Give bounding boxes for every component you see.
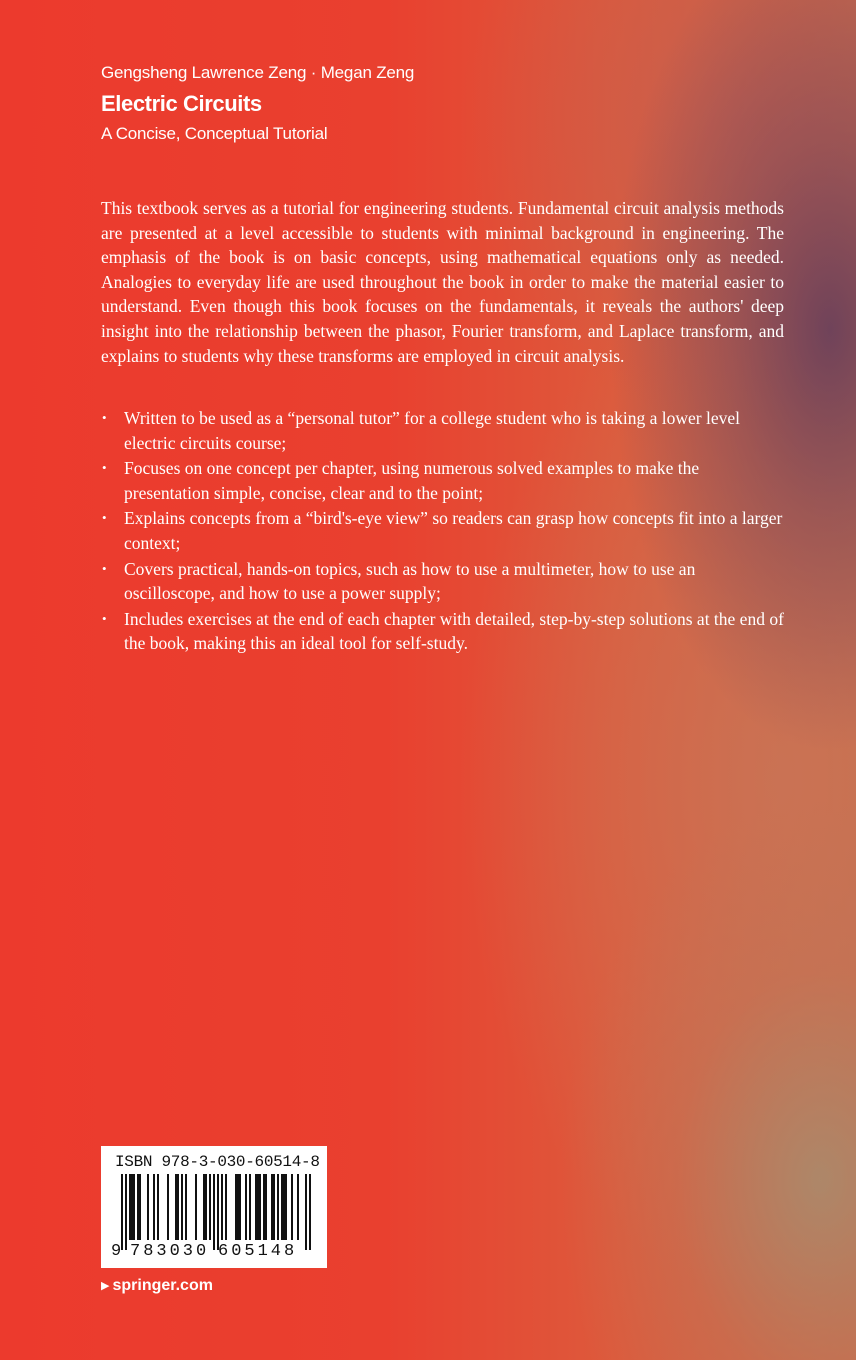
barcode-bar <box>139 1174 141 1240</box>
barcode-bar <box>221 1174 223 1240</box>
barcode-bar <box>131 1174 133 1240</box>
ean-right-digits: 605148 <box>218 1242 298 1261</box>
isbn-barcode <box>101 1146 327 1268</box>
barcode-bar <box>249 1174 251 1240</box>
website-label: springer.com <box>112 1277 213 1294</box>
barcode-bar <box>235 1174 237 1240</box>
barcode-bar <box>137 1174 139 1240</box>
arrow-right-icon: ▶ <box>101 1280 110 1292</box>
barcode-bar <box>291 1174 293 1240</box>
book-subtitle: A Concise, Conceptual Tutorial <box>101 124 328 143</box>
feature-item: • Focuses on one concept per chapter, using numerous solved examples to make the presentation simple, concise, clear and to the point; <box>101 456 784 505</box>
barcode-bar <box>245 1174 247 1240</box>
barcode-bar <box>285 1174 287 1240</box>
barcode-bar <box>237 1174 239 1240</box>
barcode-bar <box>147 1174 149 1240</box>
feature-item: • Explains concepts from a “bird's-eye view” so readers can grasp how concepts fit into a larger context; <box>101 506 784 555</box>
barcode-bar <box>305 1174 307 1250</box>
description-paragraph: This textbook serves as a tutorial for engineering students. Fundamental circuit analysis methods are presented at a level accessible to students with minimal background in engineering. The emphasis of the book is on basic concepts, using mathematical equations only as needed. Analogies to everyday life are used throughout the book in order to make the material easier to understand. Even though this book focuses on the fundamentals, it reveals the authors' deep insight into the relationship between the phasor, Fourier transform, and Laplace transform, and explains to students why these transforms are employed in circuit analysis. <box>101 198 784 366</box>
barcode-bar <box>281 1174 283 1240</box>
barcode-bar <box>205 1174 207 1240</box>
barcode-bar <box>283 1174 285 1240</box>
barcode-bar <box>273 1174 275 1240</box>
ean-left-digits: 783030 <box>130 1242 210 1261</box>
barcode-bar <box>121 1174 123 1250</box>
book-title: Electric Circuits <box>101 91 262 116</box>
barcode-bar <box>297 1174 299 1240</box>
barcode-bar <box>257 1174 259 1240</box>
barcode-bar <box>133 1174 135 1240</box>
barcode-bar <box>181 1174 183 1240</box>
ean-first-digit: 9 <box>111 1242 122 1261</box>
authors: Gengsheng Lawrence Zeng · Megan Zeng <box>101 63 415 82</box>
barcode-bar <box>255 1174 257 1240</box>
barcode-bar <box>309 1174 311 1250</box>
barcode-bar <box>213 1174 215 1250</box>
barcode-bar <box>259 1174 261 1240</box>
barcode-bar <box>177 1174 179 1240</box>
barcode-bar <box>203 1174 205 1240</box>
barcode-bar <box>239 1174 241 1240</box>
barcode-bar <box>209 1174 211 1240</box>
feature-list <box>101 406 784 657</box>
feature-item: • Includes exercises at the end of each chapter with detailed, step-by-step solutions at the end of the book, making this an ideal tool for self-study. <box>101 607 784 656</box>
barcode-bar <box>167 1174 169 1240</box>
feature-item: • Covers practical, hands-on topics, such as how to use a multimeter, how to use an oscilloscope, and how to use a power supply; <box>101 557 784 606</box>
barcode-bar <box>129 1174 131 1240</box>
barcode-bar <box>271 1174 273 1240</box>
barcode-bar <box>125 1174 127 1250</box>
barcode-bar <box>185 1174 187 1240</box>
barcode-bar <box>277 1174 279 1240</box>
barcode-bar <box>225 1174 227 1240</box>
barcode-bar <box>265 1174 267 1240</box>
isbn-label: ISBN 978-3-030-60514-8 <box>115 1153 320 1171</box>
barcode-bar <box>195 1174 197 1240</box>
barcode-bar <box>153 1174 155 1240</box>
publisher-website[interactable] <box>101 1277 213 1295</box>
barcode-bar <box>263 1174 265 1240</box>
barcode-bar <box>175 1174 177 1240</box>
barcode-bar <box>157 1174 159 1240</box>
feature-item: • Written to be used as a “personal tutor” for a college student who is taking a lower level electric circuits course; <box>101 406 784 455</box>
barcode-bar <box>217 1174 219 1250</box>
